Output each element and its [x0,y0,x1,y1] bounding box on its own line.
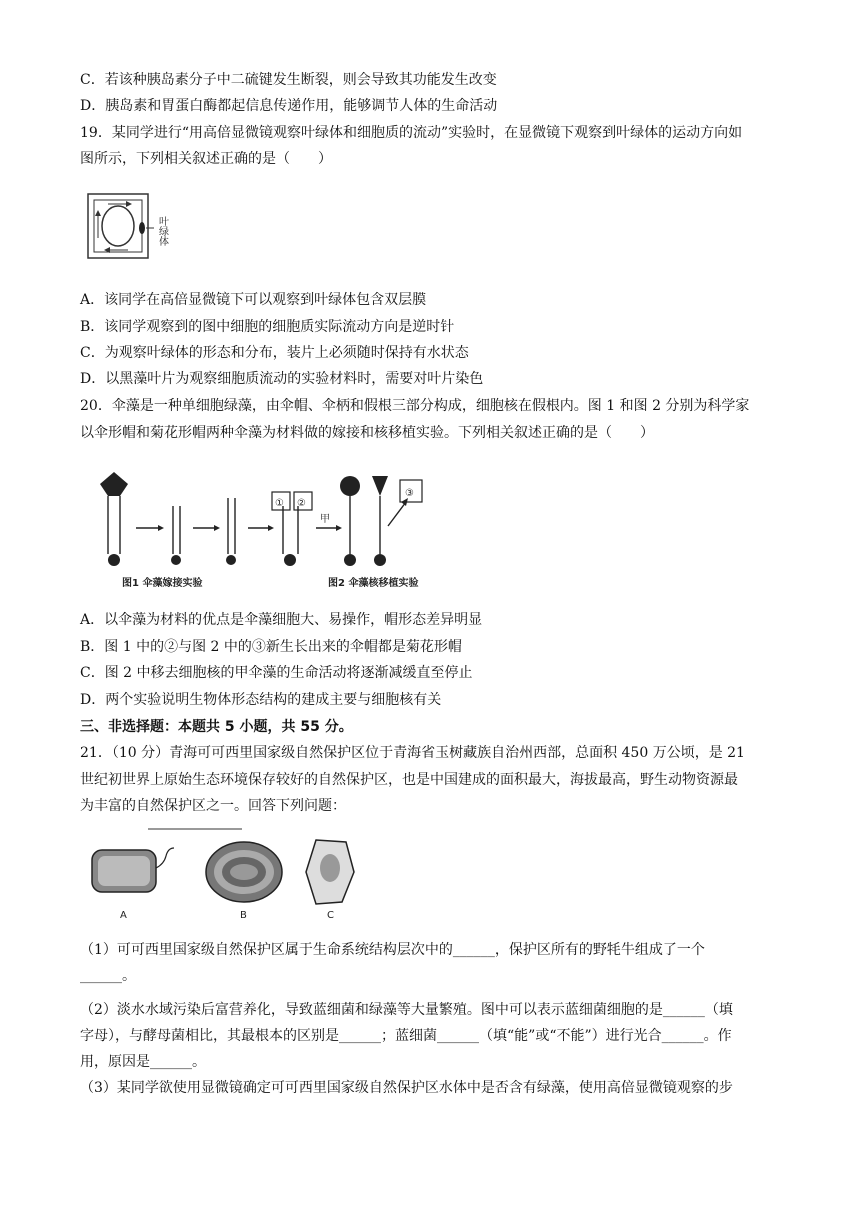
q18-option-c: C．若该种胰岛素分子中二硫键发生断裂，则会导致其功能发生改变 [80,72,497,88]
q21-stem-line1: 21．（10 分）青海可可西里国家级自然保护区位于青海省玉树藏族自治州西部，总面积 450 万公顷，是 21 [80,745,745,761]
q19-stem-line1: 19．某同学进行“用高倍显微镜观察叶绿体和细胞质的流动”实验时，在显微镜下观察到叶绿体的运动方向如 [80,125,743,141]
q20-option-c: C．图 2 中移去细胞核的甲伞藻的生命活动将逐渐减缓直至停止 [80,665,473,681]
jia-label: 甲 [320,514,330,525]
q21-sub1-line1: （1）可可西里国家级自然保护区属于生命系统结构层次中的______，保护区所有的野牦牛组成了一个 [80,942,705,958]
q18-option-d: D．胰岛素和胃蛋白酶都起信息传递作用，能够调节人体的生命活动 [80,98,498,114]
q21-sub1-line2: ______。 [80,968,136,984]
label-b: B [240,910,247,920]
q20-option-b: B．图 1 中的②与图 2 中的③新生长出来的伞帽都是菊花形帽 [80,639,462,655]
q21-stem-line2: 世纪初世界上原始生态环境保存较好的自然保护区，也是中国建成的面积最大，海拔最高，野生动物资源最 [80,772,738,788]
mark-2: ② [297,498,306,509]
q20-stem-line1: 20．伞藻是一种单细胞绿藻，由伞帽、伞柄和假根三部分构成，细胞核在假根内。图 1 和图 2 分别为科学家 [80,398,750,414]
q19-figure-cell [84,190,184,270]
q20-option-d: D．两个实验说明生物体形态结构的建成主要与细胞核有关 [80,692,442,708]
q21-sub2-line3: 用，原因是______。 [80,1054,206,1070]
q19-option-b: B．该同学观察到的图中细胞的细胞质实际流动方向是逆时针 [80,319,455,335]
mark-1: ① [275,498,284,509]
chloroplast-label: 叶绿体 [156,216,168,246]
q20-option-a: A．以伞藻为材料的优点是伞藻细胞大、易操作，帽形态差异明显 [80,612,483,628]
q21-sub3-line1: （3）某同学欲使用显微镜确定可可西里国家级自然保护区水体中是否含有绿藻，使用高倍显微镜观察的步 [80,1080,733,1096]
q19-option-c: C．为观察叶绿体的形态和分布，装片上必须随时保持有水状态 [80,345,469,361]
fig2-caption: 图2 伞藻核移植实验 [328,578,419,589]
q21-sub2-line2: 字母），与酵母菌相比，其最根本的区别是______；蓝细菌______（填“能”或“不能”）进行光合______。作 [80,1028,732,1044]
q19-option-d: D．以黑藻叶片为观察细胞质流动的实验材料时，需要对叶片染色 [80,371,484,387]
q20-figure-acetabularia [88,466,448,594]
q20-stem-line2: 以伞形帽和菊花形帽两种伞藻为材料做的嫁接和核移植实验。下列相关叙述正确的是（ ） [80,425,654,441]
q21-figure-cells [84,828,364,920]
q21-sub2-line1: （2）淡水水域污染后富营养化，导致蓝细菌和绿藻等大量繁殖。图中可以表示蓝细菌细胞的是______（填 [80,1002,733,1018]
q19-stem-line2: 图所示，下列相关叙述正确的是（ ） [80,151,332,167]
mark-3: ③ [405,488,414,499]
fig1-caption: 图1 伞藻嫁接实验 [122,578,203,589]
section-3-heading: 三、非选择题：本题共 5 小题，共 55 分。 [80,719,353,735]
q19-option-a: A．该同学在高倍显微镜下可以观察到叶绿体包含双层膜 [80,292,427,308]
q21-stem-line3: 为丰富的自然保护区之一。回答下列问题： [80,798,346,814]
label-c: C [327,910,334,920]
label-a: A [120,910,127,920]
